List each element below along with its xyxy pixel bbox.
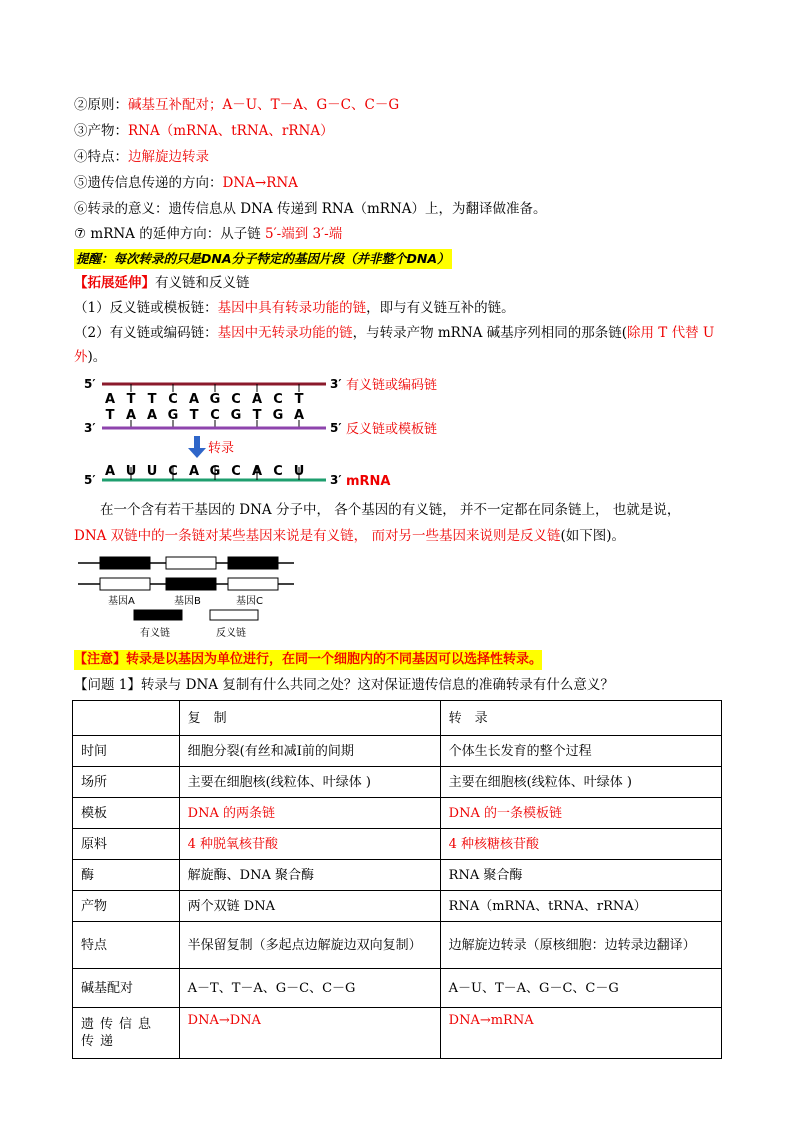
antisense-bases [106, 408, 304, 428]
replication-cell: DNA→DNA [179, 1008, 440, 1059]
replication-cell: 半保留复制（多起点边解旋边双向复制） [179, 922, 440, 969]
legend-sense-swatch [134, 610, 182, 620]
table-row [73, 829, 722, 860]
table-row [73, 736, 722, 767]
top-3-label: 3′ [330, 377, 342, 391]
antisense-base-5: C [210, 408, 220, 423]
table-header-row [73, 701, 722, 736]
item2-line-cont [74, 347, 106, 367]
row-label: 碱基配对 [73, 969, 180, 1008]
transcription-cell: 边解旋边转录（原核细胞：边转录边翻译） [440, 922, 721, 969]
antisense-base-7: T [252, 408, 262, 423]
transcription-cell: A－U、T－A、G－C、C－G [440, 969, 721, 1008]
row-label: 酶 [73, 860, 180, 891]
table-header-cell [73, 701, 180, 736]
transcription-cell: RNA 聚合酶 [440, 860, 721, 891]
extension-bracket: 【拓展延伸】 [74, 275, 155, 291]
transcription-arrow-shaft [194, 436, 200, 448]
antisense-base-0: T [105, 408, 115, 423]
strand-diagram [80, 372, 480, 492]
note-text: 【注意】转录是以基因为单位进行，在同一个细胞内的不同基因可以选择性转录。 [74, 652, 543, 667]
item1-line [74, 298, 515, 318]
transcription-cell: 主要在细胞核(线粒体、叶绿体 ) [440, 767, 721, 798]
item1-red: 基因中具有转录功能的链 [217, 300, 367, 316]
replication-cell: A－T、T－A、G－C、C－G [179, 969, 440, 1008]
antisense-base-8: G [272, 408, 284, 423]
mrna-base-0: A [104, 464, 116, 479]
item1-prefix: （1）反义链或模板链： [74, 300, 218, 316]
row-label: 原料 [73, 829, 180, 860]
table-row [73, 1008, 722, 1059]
sense-base-8: C [273, 392, 283, 407]
principle-label: ②原则： [74, 97, 128, 113]
transcription-cell: DNA→mRNA [440, 1008, 721, 1059]
sense-base-6: C [231, 392, 241, 407]
transcription-cell: RNA（mRNA、tRNA、rRNA） [440, 891, 721, 922]
rna-5-label: 5′ [84, 473, 96, 487]
paragraph-line1: 在一个含有若干基因的 DNA 分子中， 各个基因的有义链， 并不一定都在同条链上， 也就是说， [100, 502, 681, 518]
row-label: 时间 [73, 736, 180, 767]
direction-value: DNA→RNA [222, 175, 298, 191]
item2-prefix: （2）有义链或编码链： [74, 325, 218, 341]
mrna-base-5: G [209, 464, 221, 479]
antisense-base-2: A [146, 408, 158, 423]
table-row [73, 891, 722, 922]
note-banner [74, 650, 542, 670]
sense-base-1: T [126, 392, 136, 407]
transcription-label: 转录 [208, 441, 235, 456]
mrna-base-8: C [273, 464, 283, 479]
sense-base-4: A [188, 392, 200, 407]
transcription-cell: 4 种核糖核苷酸 [440, 829, 721, 860]
meaning-line: ⑥转录的意义：遗传信息从 DNA 传递到 RNA（mRNA）上，为翻译做准备。 [74, 201, 547, 217]
replication-cell: 4 种脱氧核苷酸 [179, 829, 440, 860]
antisense-strand-label: 反义链或模板链 [346, 422, 438, 437]
sense-bases [105, 384, 304, 407]
rna-3-label: 3′ [330, 473, 342, 487]
top-5-label: 5′ [84, 377, 96, 391]
table-row [73, 860, 722, 891]
row-label: 场所 [73, 767, 180, 798]
paragraph-red: DNA 双链中的一条链对某些基因来说是有义链， 而对另一些基因来说则是反义链 [74, 528, 561, 544]
legend-antisense-swatch [210, 610, 258, 620]
mid-3-label: 3′ [84, 421, 96, 435]
sense-base-5: G [209, 392, 221, 407]
antisense-base-9: A [293, 408, 305, 423]
gene-b-top-antisense [166, 557, 216, 569]
principle-line [74, 95, 399, 115]
transcription-arrow-head [188, 448, 206, 458]
gene-c-bottom-antisense [228, 578, 278, 590]
legend-sense-label: 有义链 [140, 628, 170, 639]
row-label: 遗传信息传递 [73, 1008, 180, 1059]
gene-a-bottom-antisense [100, 578, 150, 590]
gene-diagram [76, 552, 306, 642]
comparison-table [72, 700, 722, 1059]
item2-line [74, 323, 714, 343]
gene-c-top-sense [228, 557, 278, 569]
table-header-cell: 转 录 [440, 701, 721, 736]
antisense-base-6: G [230, 408, 242, 423]
extension-heading [74, 273, 250, 293]
transcription-cell: 个体生长发育的整个过程 [440, 736, 721, 767]
question-line: 【问题 1】转录与 DNA 复制有什么共同之处？这对保证遗传信息的准确转录有什么意义？ [74, 677, 614, 693]
table-row [73, 969, 722, 1008]
product-value: RNA（mRNA、tRNA、rRNA） [128, 123, 334, 139]
mrna-base-2: U [146, 464, 158, 479]
mrna-base-9: U [293, 464, 305, 479]
transcription-cell: DNA 的一条模板链 [440, 798, 721, 829]
product-line [74, 121, 334, 141]
feature-value: 边解旋边转录 [128, 149, 209, 165]
replication-cell: 两个双链 DNA [179, 891, 440, 922]
extension-title: 有义链和反义链 [155, 275, 250, 291]
mrna-bases [105, 464, 304, 480]
sense-base-0: A [104, 392, 116, 407]
mrna-direction-value: 5′-端到 3′-端 [265, 226, 343, 242]
feature-line [74, 147, 209, 167]
table-row [73, 767, 722, 798]
mrna-base-4: A [188, 464, 200, 479]
mrna-base-3: C [168, 464, 178, 479]
item2-red2: 除用 T 代替 U [626, 325, 715, 341]
paragraph-line2 [74, 524, 728, 548]
sense-base-7: A [251, 392, 263, 407]
direction-label: ⑤遗传信息传递的方向： [74, 175, 223, 191]
antisense-base-1: A [125, 408, 137, 423]
gene-a-top-sense [100, 557, 150, 569]
replication-cell: 细胞分裂(有丝和减Ⅰ前的间期 [179, 736, 440, 767]
row-label: 模板 [73, 798, 180, 829]
row-label: 产物 [73, 891, 180, 922]
replication-cell: 主要在细胞核(线粒体、叶绿体 ) [179, 767, 440, 798]
paragraph-end: (如下图)。 [560, 528, 626, 544]
antisense-base-3: G [167, 408, 179, 423]
table-header-cell: 复 制 [179, 701, 440, 736]
table-row [73, 798, 722, 829]
principle-value: 碱基互补配对；A－U、T－A、G－C、C－G [128, 97, 400, 113]
mrna-direction-line [74, 224, 342, 244]
table-row [73, 922, 722, 969]
mid-5-label: 5′ [330, 421, 342, 435]
antisense-base-4: T [189, 408, 199, 423]
item2-red: 基因中无转录功能的链 [217, 325, 353, 341]
tip-banner: 提醒：每次转录的只是DNA分子特定的基因片段（并非整个DNA） [74, 249, 452, 269]
mrna-direction-label: ⑦ mRNA 的延伸方向：从子链 [74, 226, 266, 242]
row-label: 特点 [73, 922, 180, 969]
item2-red3: 外 [74, 349, 88, 365]
sense-base-3: C [168, 392, 178, 407]
gene-b-bottom-sense [166, 578, 216, 590]
direction-line [74, 173, 298, 193]
mrna-base-6: C [231, 464, 241, 479]
sense-strand-label: 有义链或编码链 [346, 378, 438, 393]
legend-antisense-label: 反义链 [216, 628, 246, 639]
gene-b-label: 基因B [174, 596, 201, 607]
feature-label: ④特点： [74, 149, 128, 165]
product-label: ③产物： [74, 123, 128, 139]
replication-cell: DNA 的两条链 [179, 798, 440, 829]
replication-cell: 解旋酶、DNA 聚合酶 [179, 860, 440, 891]
mrna-base-7: A [251, 464, 263, 479]
mrna-label: mRNA [346, 474, 391, 489]
gene-c-label: 基因C [236, 596, 263, 607]
mrna-base-1: U [125, 464, 137, 479]
item2-mid: ，与转录产物 mRNA 碱基序列相同的那条链( [352, 325, 627, 341]
gene-a-label: 基因A [108, 596, 135, 607]
item2-end: )。 [87, 349, 107, 365]
sense-base-9: T [294, 392, 304, 407]
sense-base-2: T [147, 392, 157, 407]
item1-suffix: ，即与有义链互补的链。 [366, 300, 515, 316]
paragraph [74, 498, 728, 548]
